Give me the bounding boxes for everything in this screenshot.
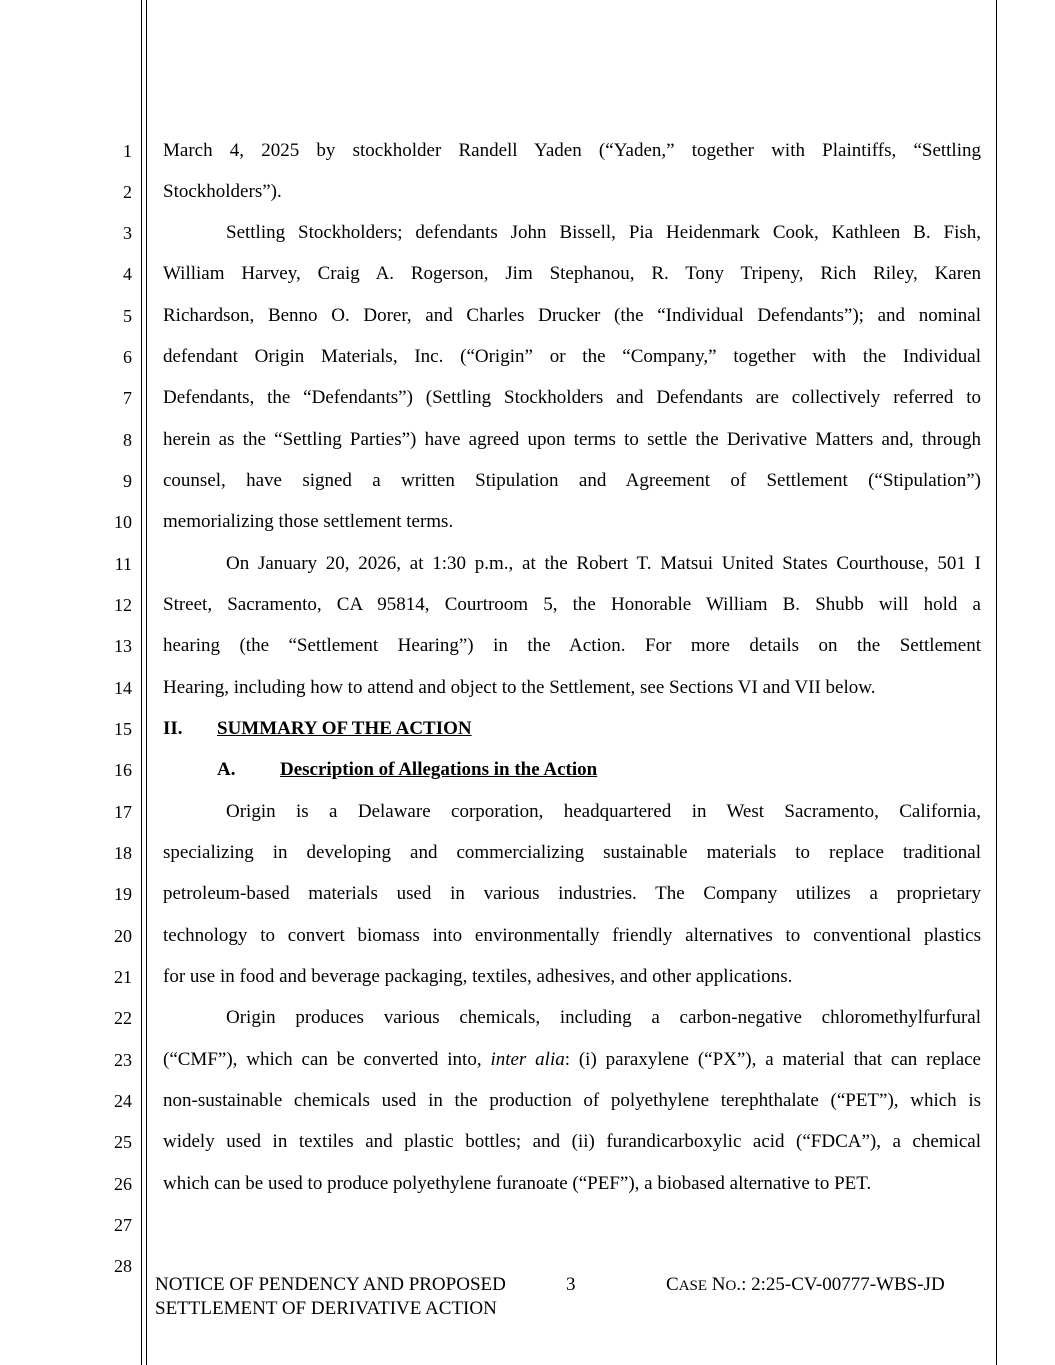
margin-rule-left-1 bbox=[141, 0, 142, 1365]
footer-title-line: SETTLEMENT OF DERIVATIVE ACTION bbox=[155, 1298, 497, 1319]
line-number: 17 bbox=[114, 802, 132, 822]
section-heading bbox=[163, 717, 981, 741]
line-number: 25 bbox=[114, 1132, 132, 1152]
body-line bbox=[163, 1048, 981, 1072]
body-line: Origin is a Delaware corporation, headquartered in West Sacramento, California, bbox=[226, 801, 981, 822]
body-line: specializing in developing and commercializing sustainable materials to replace traditional bbox=[163, 842, 981, 863]
line-number: 9 bbox=[123, 471, 132, 491]
subsection-heading bbox=[217, 758, 1035, 782]
body-line: Origin produces various chemicals, including a carbon-negative chloromethylfurfural bbox=[226, 1007, 981, 1028]
body-line: Street, Sacramento, CA 95814, Courtroom 5, the Honorable William B. Shubb will hold a bbox=[163, 594, 981, 615]
line-number: 26 bbox=[114, 1174, 132, 1194]
line-number: 21 bbox=[114, 967, 132, 987]
line-number: 6 bbox=[123, 347, 132, 367]
subsection-title: Description of Allegations in the Action bbox=[280, 759, 598, 780]
line-number: 14 bbox=[114, 678, 132, 698]
line-number: 20 bbox=[114, 926, 132, 946]
case-label-part: O bbox=[725, 1278, 737, 1294]
case-label-part: .: bbox=[736, 1274, 752, 1295]
body-line: Stockholders”). bbox=[163, 181, 282, 202]
body-line: hearing (the “Settlement Hearing”) in the Action. For more details on the Settlement bbox=[163, 635, 981, 656]
margin-rule-right bbox=[996, 0, 997, 1365]
line-number: 12 bbox=[114, 595, 132, 615]
body-text: (“CMF”), which can be converted into, bbox=[163, 1049, 491, 1070]
line-number: 11 bbox=[114, 554, 132, 574]
case-number-value: 2:25-CV-00777-WBS-JD bbox=[751, 1274, 945, 1295]
body-line: On January 20, 2026, at 1:30 p.m., at the Robert T. Matsui United States Courthouse, 501 I bbox=[226, 553, 981, 574]
subsection-number: A. bbox=[217, 759, 236, 780]
section-title: SUMMARY OF THE ACTION bbox=[217, 718, 472, 739]
body-line: memorializing those settlement terms. bbox=[163, 511, 454, 532]
body-line: technology to convert biomass into environmentally friendly alternatives to conventional plastics bbox=[163, 925, 981, 946]
line-number: 2 bbox=[123, 182, 132, 202]
body-line: defendant Origin Materials, Inc. (“Origin” or the “Company,” together with the Individual bbox=[163, 346, 981, 367]
body-line: widely used in textiles and plastic bottles; and (ii) furandicarboxylic acid (“FDCA”), a chemical bbox=[163, 1131, 981, 1152]
body-text: : (i) paraxylene (“PX”), a material that can replace bbox=[564, 1049, 981, 1070]
line-number: 28 bbox=[114, 1256, 132, 1276]
body-line: herein as the “Settling Parties”) have agreed upon terms to settle the Derivative Matters and, through bbox=[163, 429, 981, 450]
line-number: 18 bbox=[114, 843, 132, 863]
body-line: petroleum-based materials used in various industries. The Company utilizes a proprietary bbox=[163, 883, 981, 904]
body-line: William Harvey, Craig A. Rogerson, Jim Stephanou, R. Tony Tripeny, Rich Riley, Karen bbox=[163, 263, 981, 284]
line-number: 8 bbox=[123, 430, 132, 450]
body-line: non-sustainable chemicals used in the production of polyethylene terephthalate (“PET”), which is bbox=[163, 1090, 981, 1111]
case-label-part: N bbox=[711, 1274, 726, 1295]
line-number: 19 bbox=[114, 884, 132, 904]
case-label-part: ASE bbox=[678, 1278, 708, 1294]
body-line: March 4, 2025 by stockholder Randell Yaden (“Yaden,” together with Plaintiffs, “Settling bbox=[163, 140, 981, 161]
page-number: 3 bbox=[566, 1274, 576, 1295]
line-number: 1 bbox=[123, 141, 132, 161]
body-line: Richardson, Benno O. Dorer, and Charles Drucker (the “Individual Defendants”); and nominal bbox=[163, 305, 981, 326]
margin-rule-left-2 bbox=[146, 0, 147, 1365]
body-line: Defendants, the “Defendants”) (Settling Stockholders and Defendants are collectively referred to bbox=[163, 387, 981, 408]
line-number: 16 bbox=[114, 760, 132, 780]
line-number: 4 bbox=[123, 264, 132, 284]
body-line: counsel, have signed a written Stipulation and Agreement of Settlement (“Stipulation”) bbox=[163, 470, 981, 491]
line-number: 3 bbox=[123, 223, 132, 243]
line-number: 27 bbox=[114, 1215, 132, 1235]
body-line: Settling Stockholders; defendants John Bissell, Pia Heidenmark Cook, Kathleen B. Fish, bbox=[226, 222, 981, 243]
body-line: Hearing, including how to attend and object to the Settlement, see Sections VI and VII below. bbox=[163, 677, 876, 698]
case-label-part: C bbox=[666, 1274, 679, 1295]
italic-text: inter alia bbox=[490, 1049, 565, 1070]
line-number: 24 bbox=[114, 1091, 132, 1111]
line-number: 23 bbox=[114, 1050, 132, 1070]
line-number: 13 bbox=[114, 636, 132, 656]
case-number bbox=[666, 1273, 945, 1298]
line-number: 15 bbox=[114, 719, 132, 739]
section-number: II. bbox=[163, 718, 183, 739]
line-number: 5 bbox=[123, 306, 132, 326]
body-line: for use in food and beverage packaging, textiles, adhesives, and other applications. bbox=[163, 966, 793, 987]
line-number: 22 bbox=[114, 1008, 132, 1028]
line-number: 7 bbox=[123, 388, 132, 408]
body-line: which can be used to produce polyethylene furanoate (“PEF”), a biobased alternative to PET. bbox=[163, 1173, 872, 1194]
line-number: 10 bbox=[114, 512, 132, 532]
footer-title-line: NOTICE OF PENDENCY AND PROPOSED bbox=[155, 1274, 506, 1295]
